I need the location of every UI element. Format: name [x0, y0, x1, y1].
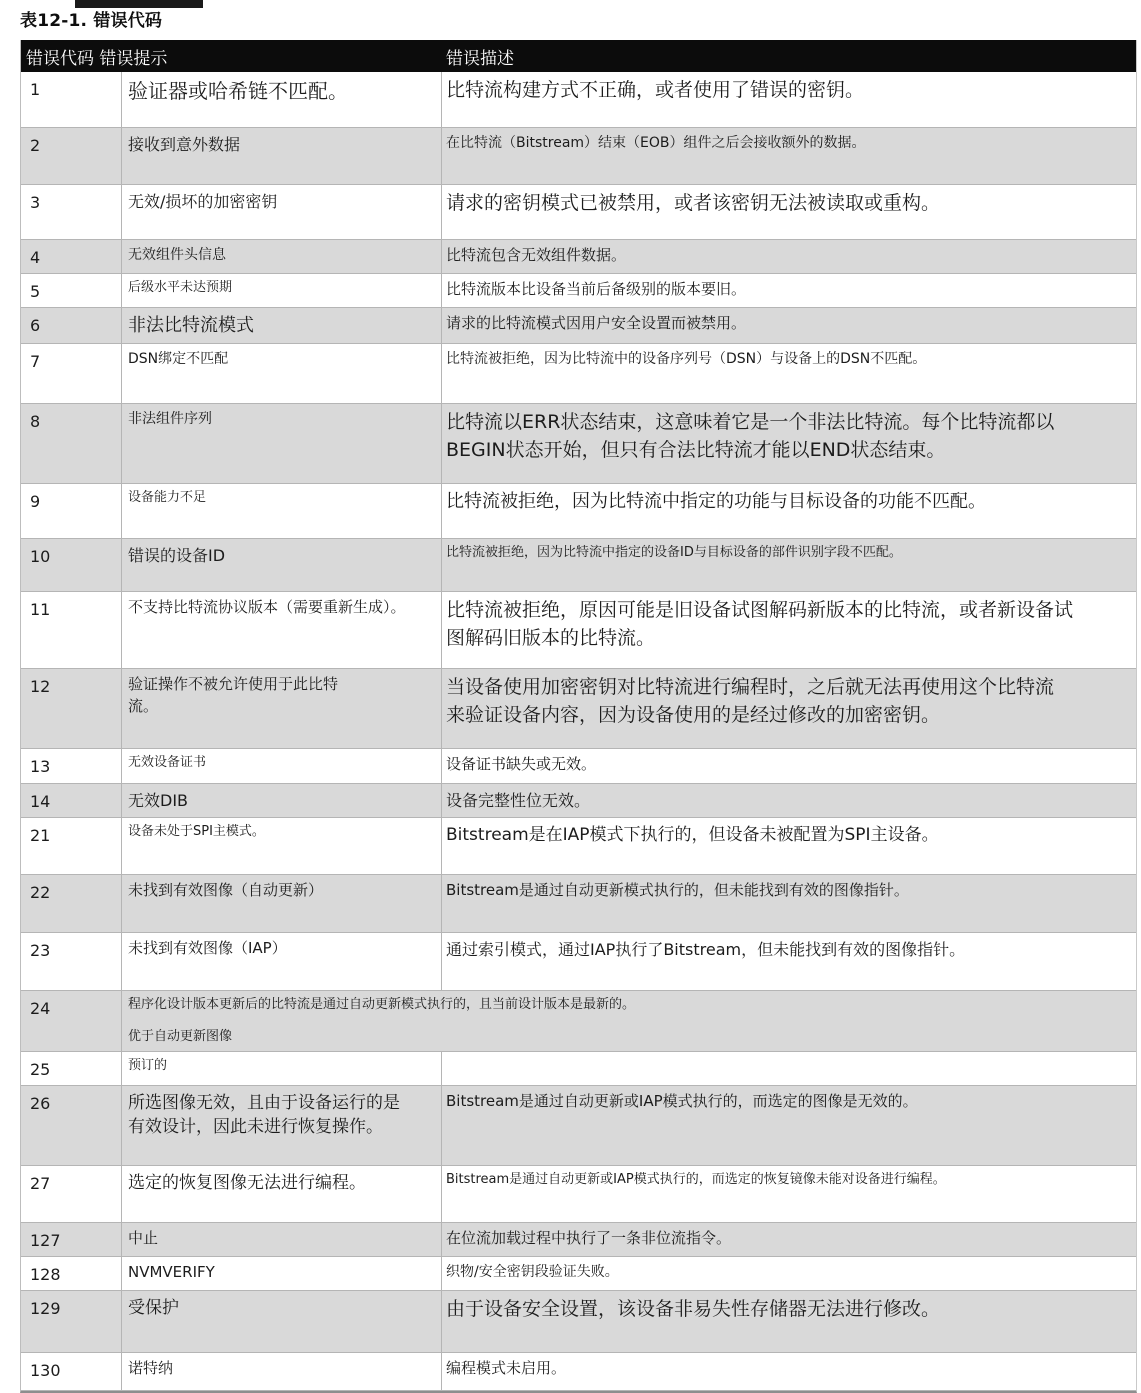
error-code-cell: 2: [30, 136, 41, 155]
error-hint-cell: 不支持比特流协议版本（需要重新生成）。: [121, 592, 441, 668]
error-description-cell: 在位流加载过程中执行了一条非位流指令。: [441, 1223, 1136, 1256]
table-row: [21, 240, 1136, 274]
error-hint-cell: 未找到有效图像（自动更新）: [121, 875, 441, 932]
error-description-cell: 编程模式未启用。: [441, 1353, 1136, 1390]
error-code-cell: 1: [30, 80, 41, 99]
error-hint-cell: 中止: [121, 1223, 441, 1256]
error-hint-cell: 非法比特流模式: [121, 308, 441, 343]
error-description-cell: Bitstream是在IAP模式下执行的，但设备未被配置为SPI主设备。: [441, 818, 1136, 874]
table-row: [21, 749, 1136, 783]
table-row: [21, 818, 1136, 875]
error-description-cell: 比特流被拒绝，原因可能是旧设备试图解码新版本的比特流，或者新设备试图解码旧版本的比特流。: [441, 592, 1136, 668]
error-description-cell: 织物/安全密钥段验证失败。: [441, 1257, 1136, 1290]
table-row: [21, 592, 1136, 669]
table-row: [21, 1052, 1136, 1086]
error-code-cell: 127: [30, 1230, 61, 1250]
error-code-cell: 25: [30, 1059, 51, 1079]
table-row: [21, 72, 1136, 128]
error-description-cell: Bitstream是通过自动更新模式执行的，但未能找到有效的图像指针。: [441, 875, 1136, 932]
error-description-cell: 比特流以ERR状态结束，这意味着它是一个非法比特流。每个比特流都以BEGIN状态开始，但只有合法比特流才能以END状态结束。: [441, 404, 1136, 483]
error-hint-cell: 验证操作不被允许使用于此比特流。: [121, 669, 441, 748]
table-header-row: [21, 40, 1136, 72]
error-description-cell: [441, 1052, 1136, 1085]
error-code-cell: 130: [30, 1361, 61, 1381]
table-body: [21, 72, 1136, 1391]
table-row: [21, 274, 1136, 308]
error-code-cell: 11: [30, 600, 51, 620]
table-row: [21, 344, 1136, 404]
error-hint-cell: 验证器或哈希链不匹配。: [121, 72, 441, 127]
error-description-cell: 比特流构建方式不正确，或者使用了错误的密钥。: [441, 72, 1136, 127]
error-code-cell: 26: [30, 1093, 51, 1113]
error-code-cell: 9: [30, 492, 41, 512]
error-description-cell: 比特流被拒绝，因为比特流中指定的设备ID与目标设备的部件识别字段不匹配。: [441, 539, 1136, 591]
error-description-cell: 设备证书缺失或无效。: [441, 749, 1136, 782]
table-row: [21, 1223, 1136, 1257]
error-hint-cell: 选定的恢复图像无法进行编程。: [121, 1166, 441, 1222]
error-hint-cell: 程序化设计版本更新后的比特流是通过自动更新模式执行的，且当前设计版本是最新的。 优于自动更新图像: [121, 991, 1136, 1051]
header-cell-description: 错误描述: [446, 48, 514, 69]
error-hint-cell: DSN绑定不匹配: [121, 344, 441, 403]
error-hint-cell: NVMVERIFY: [121, 1257, 441, 1290]
error-hint-cell: 预订的: [121, 1052, 441, 1085]
table-row: [21, 875, 1136, 933]
error-code-cell: 8: [30, 412, 41, 432]
error-hint-cell: 诺特纳: [121, 1353, 441, 1390]
error-description-cell: 请求的比特流模式因用户安全设置而被禁用。: [441, 308, 1136, 343]
error-code-cell: 23: [30, 940, 51, 960]
error-hint-cell: 错误的设备ID: [121, 539, 441, 591]
error-code-cell: 12: [30, 677, 51, 697]
table-row: [21, 991, 1136, 1052]
error-description-cell: Bitstream是通过自动更新或IAP模式执行的，而选定的恢复镜像未能对设备进行编程。: [441, 1166, 1136, 1222]
table-row: [21, 1086, 1136, 1166]
error-code-cell: 4: [30, 248, 41, 267]
error-code-cell: 21: [30, 825, 51, 845]
error-hint-cell: 无效DIB: [121, 784, 441, 817]
error-code-cell: 128: [30, 1264, 61, 1284]
table-row: [21, 539, 1136, 592]
error-code-cell: 3: [30, 193, 41, 212]
table-row: [21, 1166, 1136, 1223]
error-code-cell: 6: [30, 316, 41, 336]
error-hint-cell: 接收到意外数据: [121, 128, 441, 184]
error-code-cell: 22: [30, 882, 51, 902]
error-code-cell: 14: [30, 791, 51, 811]
table-row: [21, 308, 1136, 344]
error-hint-cell: 设备能力不足: [121, 484, 441, 538]
error-hint-secondary: 优于自动更新图像: [128, 1028, 233, 1044]
error-code-cell: 27: [30, 1173, 51, 1193]
error-code-cell: 24: [30, 998, 51, 1018]
error-hint-cell: 设备未处于SPI主模式。: [121, 818, 441, 874]
error-hint-cell: 无效组件头信息: [121, 240, 441, 273]
error-description-cell: 请求的密钥模式已被禁用，或者该密钥无法被读取或重构。: [441, 185, 1136, 239]
error-description-cell: 比特流被拒绝，因为比特流中的设备序列号（DSN）与设备上的DSN不匹配。: [441, 344, 1136, 403]
table-row: [21, 1353, 1136, 1391]
error-code-cell: 5: [30, 282, 41, 302]
table-row: [21, 404, 1136, 484]
error-code-cell: 7: [30, 352, 41, 372]
table-row: [21, 185, 1136, 240]
table-row: [21, 128, 1136, 185]
header-cell-code-hint: 错误代码 错误提示: [26, 48, 168, 69]
table-row: [21, 1257, 1136, 1291]
table-row: [21, 669, 1136, 749]
error-description-cell: Bitstream是通过自动更新或IAP模式执行的，而选定的图像是无效的。: [441, 1086, 1136, 1165]
error-hint-cell: 受保护: [121, 1291, 441, 1352]
error-description-cell: 设备完整性位无效。: [441, 784, 1136, 817]
error-code-cell: 10: [30, 547, 51, 567]
error-description-cell: 通过索引模式，通过IAP执行了Bitstream，但未能找到有效的图像指针。: [441, 933, 1136, 990]
error-hint-cell: 后级水平未达预期: [121, 274, 441, 307]
error-description-cell: 由于设备安全设置，该设备非易失性存储器无法进行修改。: [441, 1291, 1136, 1352]
error-description-cell: 比特流被拒绝，因为比特流中指定的功能与目标设备的功能不匹配。: [441, 484, 1136, 538]
table-row: [21, 784, 1136, 818]
error-hint-cell: 非法组件序列: [121, 404, 441, 483]
error-description-cell: 在比特流（Bitstream）结束（EOB）组件之后会接收额外的数据。: [441, 128, 1136, 184]
error-code-cell: 13: [30, 757, 51, 777]
error-code-cell: 129: [30, 1299, 61, 1319]
error-description-cell: 当设备使用加密密钥对比特流进行编程时，之后就无法再使用这个比特流来验证设备内容，因为设备使用的是经过修改的加密密钥。: [441, 669, 1136, 748]
error-hint-cell: 无效/损坏的加密密钥: [121, 185, 441, 239]
error-description-cell: 比特流包含无效组件数据。: [441, 240, 1136, 273]
table-row: [21, 1291, 1136, 1353]
table-title: 表12-1. 错误代码: [20, 11, 163, 31]
error-hint-cell: 无效设备证书: [121, 749, 441, 782]
error-codes-table: [20, 40, 1137, 1393]
table-row: [21, 933, 1136, 991]
error-hint-cell: 所选图像无效，且由于设备运行的是有效设计，因此未进行恢复操作。: [121, 1086, 441, 1165]
table-row: [21, 484, 1136, 539]
error-hint-cell: 未找到有效图像（IAP）: [121, 933, 441, 990]
error-description-cell: 比特流版本比设备当前后备级别的版本要旧。: [441, 274, 1136, 307]
